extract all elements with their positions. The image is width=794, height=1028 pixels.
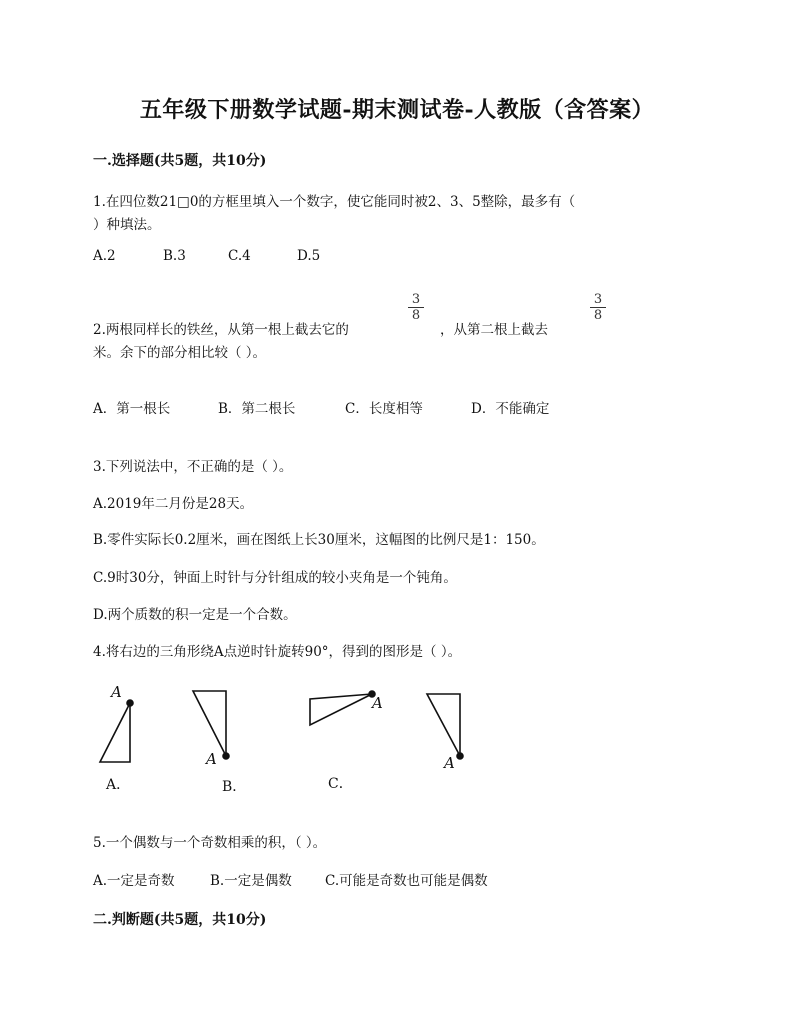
fraction-numerator: 3 — [590, 292, 606, 308]
question-5-stem: 5.一个偶数与一个奇数相乘的积，（ ）。 — [93, 835, 327, 851]
fraction-denominator: 8 — [411, 308, 421, 323]
figure-option-c — [310, 691, 375, 725]
question-1-line-2: ）种填法。 — [93, 217, 161, 233]
q3-option-b: B.零件实际长0.2厘米，画在图纸上长30厘米，这幅图的比例尺是1：150。 — [93, 532, 545, 548]
section-heading-judge: 二.判断题(共5题，共10分) — [93, 912, 267, 928]
fraction-denominator: 8 — [593, 308, 603, 323]
q3-option-d: D.两个质数的积一定是一个合数。 — [93, 607, 297, 623]
q5-option-b: B.一定是偶数 — [210, 873, 292, 889]
q2-option-b: B．第二根长 — [218, 401, 296, 417]
question-3-stem: 3.下列说法中，不正确的是（ ）。 — [93, 459, 293, 475]
q3-option-c: C.9时30分，钟面上时针与分针组成的较小夹角是一个钝角。 — [93, 570, 457, 586]
pivot-point-b — [223, 753, 229, 759]
figure-label-a: A． — [106, 777, 131, 793]
q2-option-c: C．长度相等 — [345, 401, 423, 417]
triangle-option-d — [427, 694, 460, 756]
section-heading-choice: 一.选择题(共5题，共10分) — [93, 153, 267, 169]
q2-option-a: A．第一根长 — [93, 401, 171, 417]
q3-option-a: A.2019年二月份是28天。 — [93, 496, 254, 512]
q5-option-c: C.可能是奇数也可能是偶数 — [325, 873, 488, 889]
pivot-point-a — [127, 700, 133, 706]
figure-original-triangle — [100, 700, 133, 762]
question-2-line-2: 米。余下的部分相比较（ ）。 — [93, 345, 267, 361]
point-label-a-option-c: A — [372, 694, 383, 712]
question-2-part-2: ，从第二根上截去 — [440, 322, 548, 338]
figure-label-b: B． — [222, 779, 247, 795]
figure-option-d — [427, 694, 463, 759]
triangle-option-b — [193, 691, 226, 756]
q5-option-a: A.一定是奇数 — [93, 873, 175, 889]
q1-option-c: C.4 — [228, 248, 251, 264]
q1-option-a: A.2 — [93, 248, 116, 264]
point-label-a-option-b: A — [206, 750, 217, 768]
q2-option-d: D．不能确定 — [471, 401, 550, 417]
page-title: 五年级下册数学试题-期末测试卷-人教版（含答案） — [139, 97, 655, 123]
q1-option-b: B.3 — [163, 248, 186, 264]
question-1-line-1: 1.在四位数21□0的方框里填入一个数字，使它能同时被2、3、5整除，最多有（ — [93, 194, 576, 210]
fraction-numerator: 3 — [408, 292, 424, 308]
triangle-original — [100, 703, 130, 762]
q1-option-d: D.5 — [297, 248, 321, 264]
figure-label-c: C． — [328, 776, 353, 792]
question-4-stem: 4.将右边的三角形绕A点逆时针旋转90°，得到的图形是（ ）。 — [93, 644, 462, 660]
point-label-a-original: A — [111, 683, 122, 701]
triangle-option-c — [310, 694, 372, 725]
pivot-point-d — [457, 753, 463, 759]
point-label-a-option-d: A — [444, 754, 455, 772]
figure-option-b — [193, 691, 229, 759]
question-2-part-1: 2.两根同样长的铁丝，从第一根上截去它的 — [93, 322, 349, 338]
